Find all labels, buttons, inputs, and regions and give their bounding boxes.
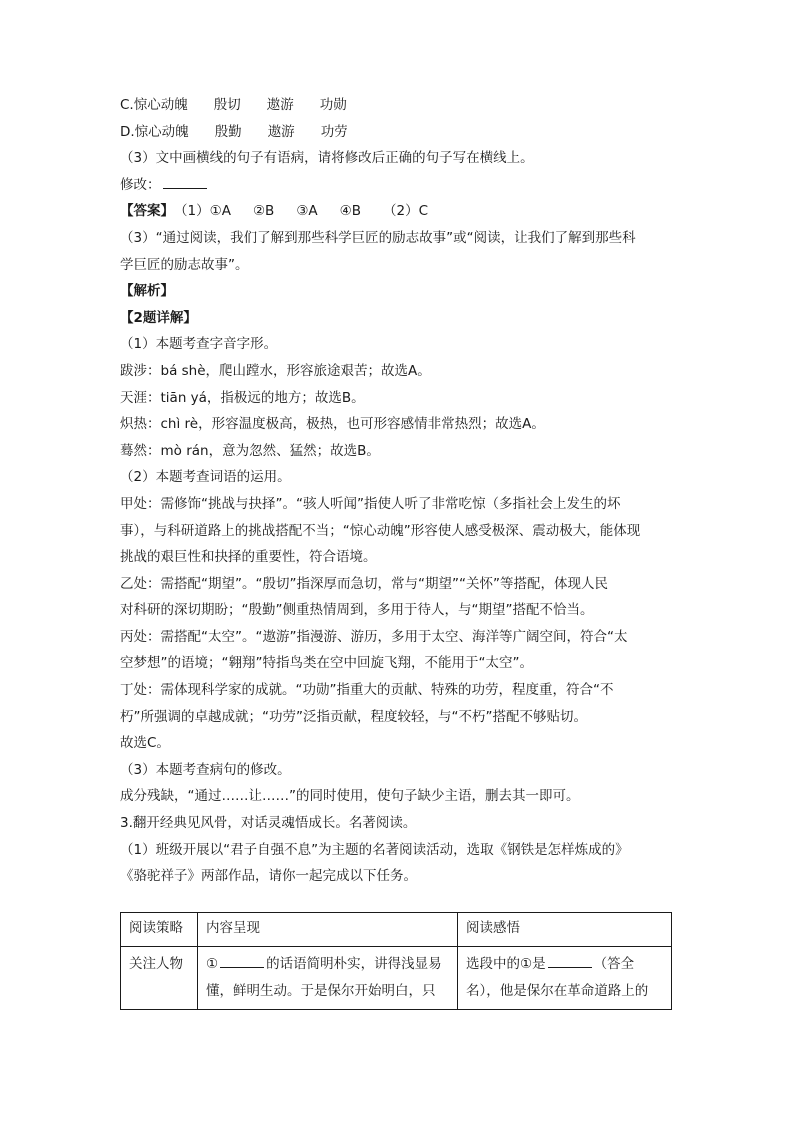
text-line: （3）本题考查病句的修改。 <box>120 761 291 778</box>
text-line: （1）班级开展以“君子自强不息”为主题的名著阅读活动，选取《钢铁是怎样炼成的》 <box>120 841 629 858</box>
answer-blank[interactable] <box>163 176 207 189</box>
text-line: 丁处：需体现科学家的成就。“功勋”指重大的贡献、特殊的功劳，程度重，符合“不 <box>120 682 614 699</box>
option-word: 功勋 <box>319 97 347 113</box>
answer-part3-line2: 学巨匠的励志故事”。 <box>120 256 249 273</box>
analysis-label: 【解析】 <box>120 283 174 300</box>
table-row <box>121 947 672 1010</box>
answer-blank[interactable] <box>548 955 592 968</box>
answer-item: （1）①A <box>174 203 231 220</box>
text-line: （1）本题考查字音字形。 <box>120 336 278 353</box>
text-line: 3.翻开经典见风骨，对话灵魂悟成长。名著阅读。 <box>120 815 417 832</box>
text-line: 丙处：需搭配“太空”。“遨游”指漫游、游历，多用于太空、海洋等广阔空间，符合“太 <box>120 628 628 645</box>
cell-text: 选段中的①是 <box>466 956 546 972</box>
text-line: 事），与科研道路上的挑战搭配不当；“惊心动魄”形容使人感受极深、震动极大，能体现 <box>120 522 641 539</box>
cell-text: 懂，鲜明生动。于是保尔开始明白，只 <box>206 983 436 999</box>
table-header-row <box>121 913 672 947</box>
option-c <box>120 92 680 119</box>
table-cell-insight <box>458 947 672 1010</box>
answer-item: ②B <box>252 203 275 220</box>
option-d <box>120 119 680 146</box>
text-line: 故选C。 <box>120 735 170 752</box>
cell-text: 的话语简明朴实，讲得浅显易 <box>266 956 442 972</box>
table-cell-strategy: 关注人物 <box>121 947 198 1010</box>
table-cell-content <box>198 947 458 1010</box>
table-header-cell: 阅读感悟 <box>458 913 672 947</box>
question-3-prompt: （3）文中画横线的句子有语病，请将修改后正确的句子写在横线上。 <box>120 150 534 167</box>
answer-part3-line1: （3）“通过阅读，我们了解到那些科学巨匠的励志故事”或“阅读，让我们了解到那些科 <box>120 229 636 246</box>
text-line: 炽热：chì rè，形容温度极高，极热，也可形容感情非常热烈；故选A。 <box>120 416 545 433</box>
option-word: 遨游 <box>266 97 294 113</box>
text-line: 天涯：tiān yá，指极远的地方；故选B。 <box>120 389 365 406</box>
fix-label: 修改： <box>120 176 161 193</box>
cell-text: （答全 <box>593 956 635 972</box>
text-line: 对科研的深切期盼；“殷勤”侧重热情周到，多用于待人，与“期望”搭配不恰当。 <box>120 602 594 619</box>
answer-item: ③A <box>296 203 318 220</box>
text-line: 蓦然：mò rán，意为忽然、猛然；故选B。 <box>120 442 380 459</box>
text-line: 乙处：需搭配“期望”。“殷切”指深厚而急切，常与“期望”“关怀”等搭配，体现人民 <box>120 575 608 592</box>
text-line: 挑战的艰巨性和抉择的重要性，符合语境。 <box>120 549 377 566</box>
text-line: 朽”所强调的卓越成就；“功劳”泛指贡献，程度较轻，与“不朽”搭配不够贴切。 <box>120 708 587 725</box>
text-line: 跋涉：bá shè，爬山蹚水，形容旅途艰苦；故选A。 <box>120 362 431 379</box>
fix-line <box>120 172 680 199</box>
option-word: 遨游 <box>267 123 295 140</box>
option-word: 功劳 <box>320 123 348 140</box>
detail-label: 【2题详解】 <box>120 309 197 326</box>
option-label: C.惊心动魄 <box>120 97 188 113</box>
text-line: 《骆驼祥子》两部作品，请你一起完成以下任务。 <box>120 868 417 885</box>
option-word: 殷切 <box>213 97 241 113</box>
text-line: （2）本题考查词语的运用。 <box>120 469 291 486</box>
table-header-cell: 内容呈现 <box>198 913 458 947</box>
answer-label: 【答案】 <box>120 203 174 220</box>
answer-line <box>120 198 680 225</box>
answer-blank[interactable] <box>220 955 264 968</box>
option-word: 殷勤 <box>214 123 242 140</box>
table-header-cell: 阅读策略 <box>121 913 198 947</box>
text-line: 甲处：需修饰“挑战与抉择”。“骇人听闻”指使人听了非常吃惊（多指社会上发生的坏 <box>120 495 621 512</box>
answer-item: ④B <box>339 203 362 220</box>
option-label: D.惊心动魄 <box>120 123 189 140</box>
document-body <box>120 92 680 890</box>
cell-text: 名），他是保尔在革命道路上的 <box>466 983 649 999</box>
answer-item: （2）C <box>383 203 429 220</box>
cell-text: ① <box>206 956 219 972</box>
text-line: 成分残缺，“通过……让……”的同时使用，使句子缺少主语，删去其一即可。 <box>120 788 580 805</box>
text-line: 空梦想”的语境；“翱翔”特指鸟类在空中回旋飞翔，不能用于“太空”。 <box>120 655 533 672</box>
reading-table <box>120 912 672 1010</box>
